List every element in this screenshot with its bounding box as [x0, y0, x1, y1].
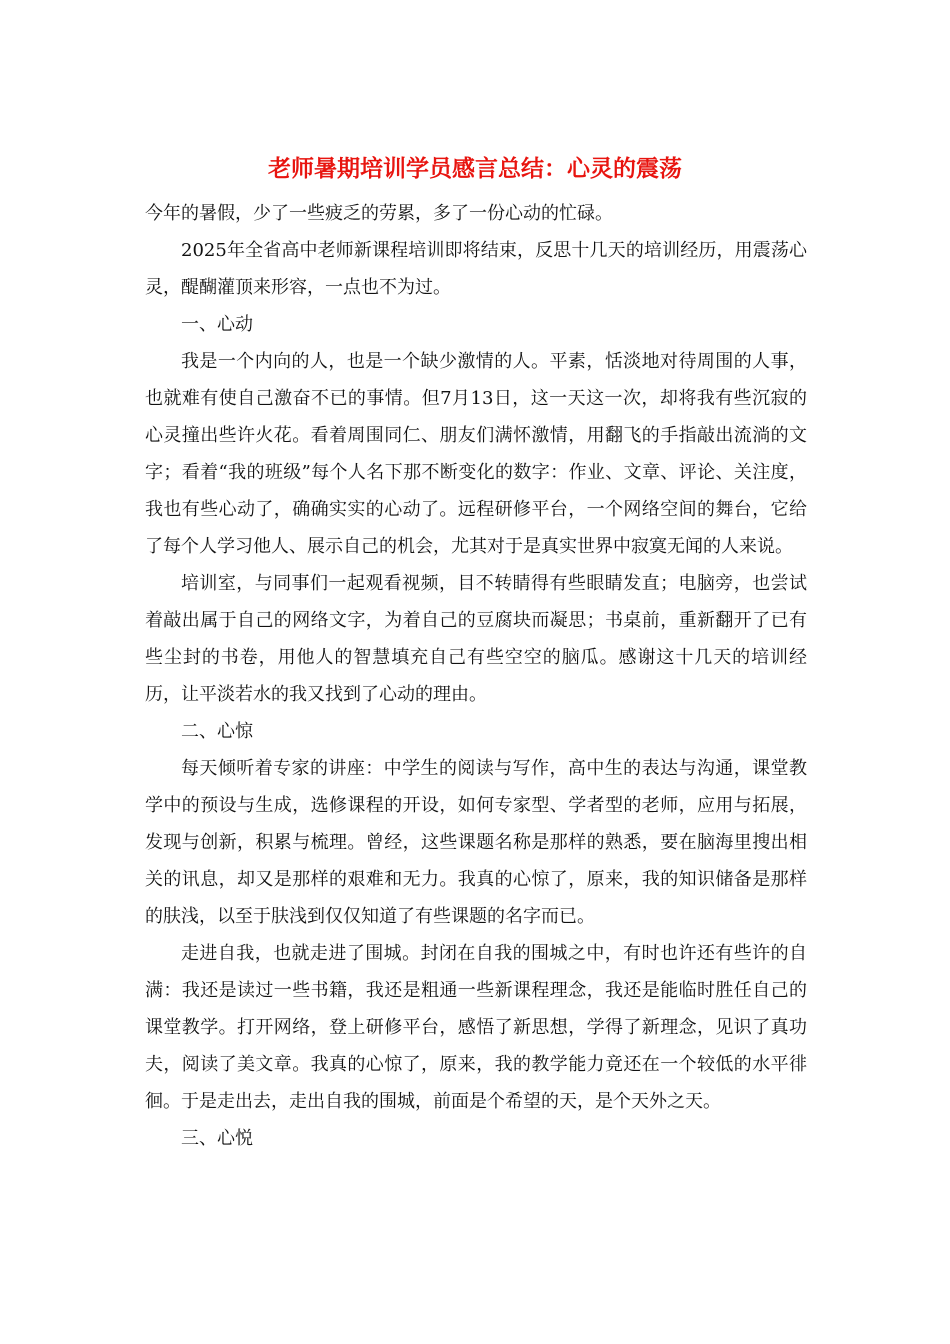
section-1-paragraph-2: 培训室，与同事们一起观看视频，目不转睛得有些眼睛发直；电脑旁，也尝试着敲出属于自己的网络文字，为着自己的豆腐块而凝思；书桌前，重新翻开了已有些尘封的书卷，用他人的智慧填充自己有些空空的脑瓜。感谢这十几天的培训经历，让平淡若水的我又找到了心动的理由。 — [145, 573, 807, 705]
section-2-paragraph-1: 每天倾听着专家的讲座：中学生的阅读与写作，高中生的表达与沟通，课堂教学中的预设与生成，选修课程的开设，如何专家型、学者型的老师，应用与拓展，发现与创新，积累与梳理。曾经，这些课题名称是那样的熟悉，要在脑海里搜出相关的讯息，却又是那样的艰难和无力。我真的心惊了，原来，我的知识储备是那样的肤浅，以至于肤浅到仅仅知道了有些课题的名字而已。 — [145, 758, 807, 927]
intro-paragraph-2: 2025年全省高中老师新课程培训即将结束，反思十几天的培训经历，用震荡心灵，醍醐灌顶来形容，一点也不为过。 — [145, 240, 807, 298]
intro-paragraph-1: 今年的暑假，少了一些疲乏的劳累，多了一份心动的忙碌。 — [145, 203, 613, 224]
section-1-paragraph-1: 我是一个内向的人，也是一个缺少激情的人。平素，恬淡地对待周围的人事，也就难有使自己激奋不已的事情。但7月13日，这一天这一次，却将我有些沉寂的心灵撞出些许火花。看着周围同仁、朋友们满怀激情，用翻飞的手指敲出流淌的文字；看着“我的班级”每个人名下那不断变化的数字：作业、文章、评论、关注度，我也有些心动了，确确实实的心动了。远程研修平台，一个网络空间的舞台，它给了每个人学习他人、展示自己的机会，尤其对于是真实世界中寂寞无闻的人来说。 — [145, 351, 807, 557]
section-2-paragraph-2: 走进自我，也就走进了围城。封闭在自我的围城之中，有时也许还有些许的自满：我还是读过一些书籍，我还是粗通一些新课程理念，我还是能临时胜任自己的课堂教学。打开网络，登上研修平台，感悟了新思想，学得了新理念，见识了真功夫，阅读了美文章。我真的心惊了，原来，我的教学能力竟还在一个较低的水平徘徊。于是走出去，走出自我的围城，前面是个希望的天，是个天外之天。 — [145, 943, 807, 1112]
document-body — [145, 195, 807, 1157]
section-heading-2: 二、心惊 — [181, 721, 253, 742]
document-title: 老师暑期培训学员感言总结：心灵的震荡 — [268, 155, 682, 182]
section-heading-1: 一、心动 — [181, 314, 253, 335]
section-heading-3: 三、心悦 — [181, 1128, 253, 1149]
